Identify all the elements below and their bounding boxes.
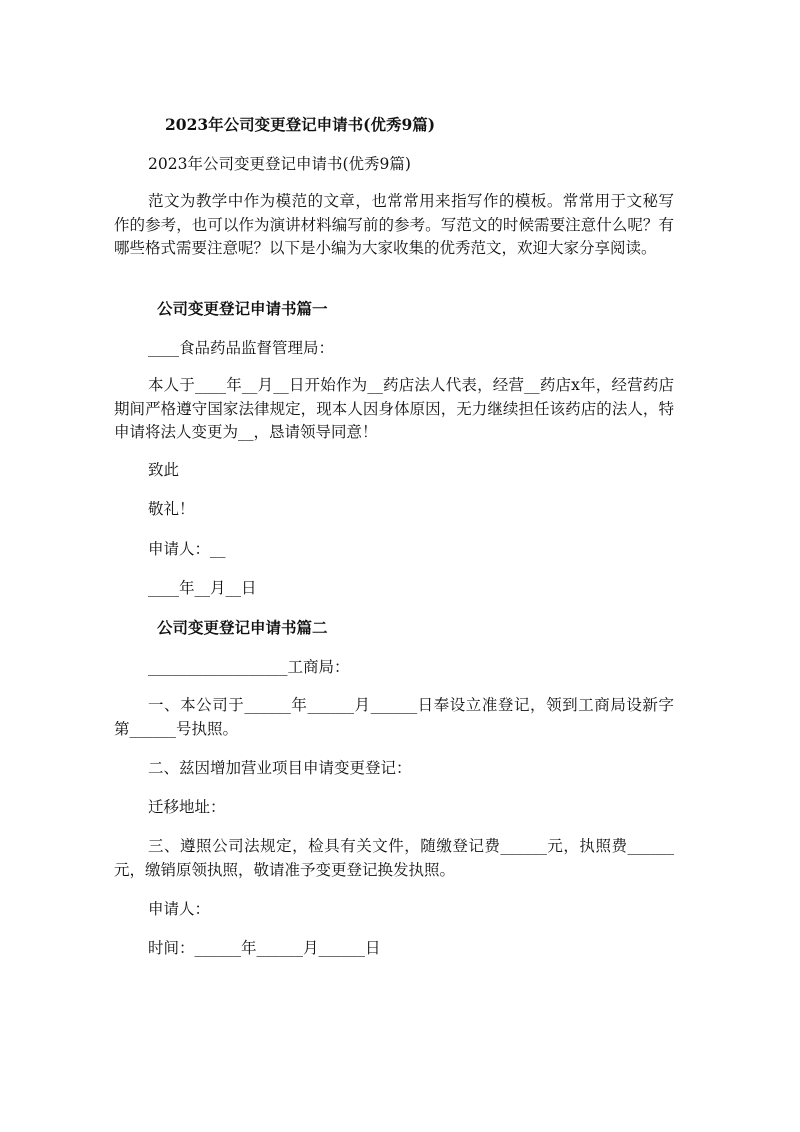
section1-heading: 公司变更登记申请书篇一 (157, 299, 328, 318)
document-subtitle: 2023年公司变更登记申请书(优秀9篇) (148, 155, 411, 173)
section1-addressee: ____食品药品监督管理局： (148, 339, 335, 357)
section2-applicant: 申请人： (148, 900, 211, 918)
section1-closing-2: 敬礼！ (148, 500, 195, 518)
section2-heading: 公司变更登记申请书篇二 (157, 618, 328, 637)
section2-relocation: 迁移地址： (148, 798, 226, 816)
section2-date: 时间：______年______月______日 (148, 939, 381, 957)
intro-paragraph: 范文为教学中作为模范的文章，也常常用来指写作的模板。常常用于文秘写作的参考，也可以作为演讲材料编写前的参考。写范文的时候需要注意什么呢？有哪些格式需要注意呢？以下是小编为大家收集的优秀范文，欢迎大家分享阅读。 (114, 192, 674, 257)
document-title: 2023年公司变更登记申请书(优秀9篇) (165, 115, 436, 134)
section2-addressee: __________________工商局： (148, 658, 350, 676)
section1-applicant: 申请人：__ (148, 540, 226, 558)
section2-item-1: 一、本公司于______年______月______日奉设立准登记，领到工商局设新字第______号执照。 (114, 696, 674, 738)
section1-closing-1: 致此 (148, 461, 180, 479)
section2-item-3: 三、遵照公司法规定，检具有关文件，随缴登记费______元，执照费______元，缴销原领执照，敬请准予变更登记换发执照。 (114, 837, 674, 879)
section2-item-2: 二、兹因增加营业项目申请变更登记： (148, 759, 412, 777)
section1-date: ____年__月__日 (148, 579, 257, 597)
section1-body: 本人于____年__月__日开始作为__药店法人代表，经营__药店x年，经营药店期间严格遵守国家法律规定，现本人因身体原因，无力继续担任该药店的法人，特申请将法人变更为__，恳请领导同意！ (114, 376, 674, 441)
